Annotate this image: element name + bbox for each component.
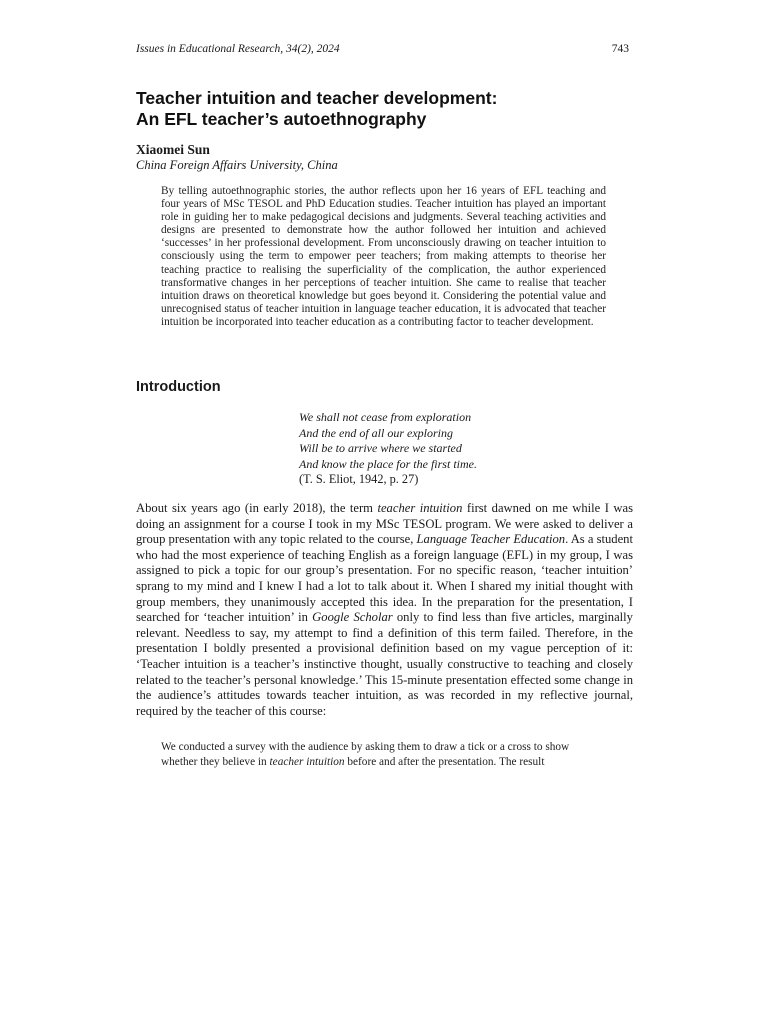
page-number: 743 [611, 43, 629, 55]
article-title-line-1: Teacher intuition and teacher development: [136, 88, 498, 108]
epigraph-line: And the end of all our exploring [299, 425, 453, 440]
epigraph [299, 410, 477, 488]
article-title-line-2: An EFL teacher’s autoethnography [136, 109, 427, 129]
epigraph-line: Will be to arrive where we started [299, 441, 462, 455]
author-name: Xiaomei Sun [136, 142, 210, 157]
quote-text: before and after the presentation. The result [344, 755, 545, 768]
introduction-paragraph [136, 501, 633, 719]
paragraph-text: About six years ago (in early 2018), the term [136, 501, 378, 515]
running-header [136, 43, 629, 55]
emphasis-term: teacher intuition [377, 501, 463, 515]
paragraph-text: . As a student who had the most experience of teaching English as a foreign language (EFL) in my group, I was assigned to pick a topic for our group’s presentation. For no specific reason, ‘teacher intuition’ sprang to my mind and I knew I had a lot to talk about it. When I shared my initial thought with group members, they unanimously accepted this idea. In the preparation for the presentation, I searched for ‘teacher intuition’ in [136, 532, 633, 625]
emphasis-course-name: Language Teacher Education [416, 532, 566, 547]
journal-citation: Issues in Educational Research, 34(2), 2024 [136, 43, 340, 55]
epigraph-citation: (T. S. Eliot, 1942, p. 27) [299, 472, 419, 486]
emphasis-google-scholar: Google Scholar [312, 610, 393, 625]
article-title [136, 88, 633, 130]
paragraph-text: first dawned on me while I was doing an assignment for a course I took in my MSc TESOL program. We were asked to deliver a group presentation with any topic related to the course, [136, 501, 633, 547]
emphasis-term: teacher intuition [269, 755, 345, 768]
epigraph-line: And know the place for the first time. [299, 456, 477, 471]
quote-text: We conducted a survey with the audience by asking them to draw a tick or a cross to show whether they believe in [161, 741, 570, 768]
author-affiliation: China Foreign Affairs University, China [136, 158, 338, 172]
section-heading-introduction: Introduction [136, 379, 221, 395]
paragraph-text: only to find less than five articles, marginally relevant. Needless to say, my attempt to find a definition of this term failed. Therefore, in the presentation I boldly presented a provisional definition based on my vague perception of it: ‘Teacher intuition is a teacher’s instinctive thought, usually constructive to teaching and closely related to the teacher’s personal knowledge.’ This 15-minute presentation effected some change in the audience’s attitudes towards teacher intuition, as was recorded in my reflective journal, required by the teacher of this course: [136, 610, 633, 718]
abstract: By telling autoethnographic stories, the author reflects upon her 16 years of EFL teaching and four years of MSc TESOL and PhD Education studies. Teacher intuition has played an important role in guiding her to make pedagogical decisions and judgments. Several teaching activities and designs are presented to demonstrate how the author followed her intuition and achieved ‘successes’ in her professional development. From unconsciously drawing on teacher intuition to consciously using the term to empower peer teachers; from making attempts to theorise her teaching practice to realising the superficiality of the complication, the author experienced transformative changes in her perceptions of teacher intuition. She came to realise that teacher intuition draws on theoretical knowledge but goes beyond it. Considering the potential value and unrecognised status of teacher intuition in language teacher education, it is advocated that teacher intuition be incorporated into teacher education as a contributing factor to teacher development. [161, 185, 606, 328]
epigraph-line: We shall not cease from exploration [299, 410, 472, 424]
journal-block-quote [161, 740, 606, 769]
